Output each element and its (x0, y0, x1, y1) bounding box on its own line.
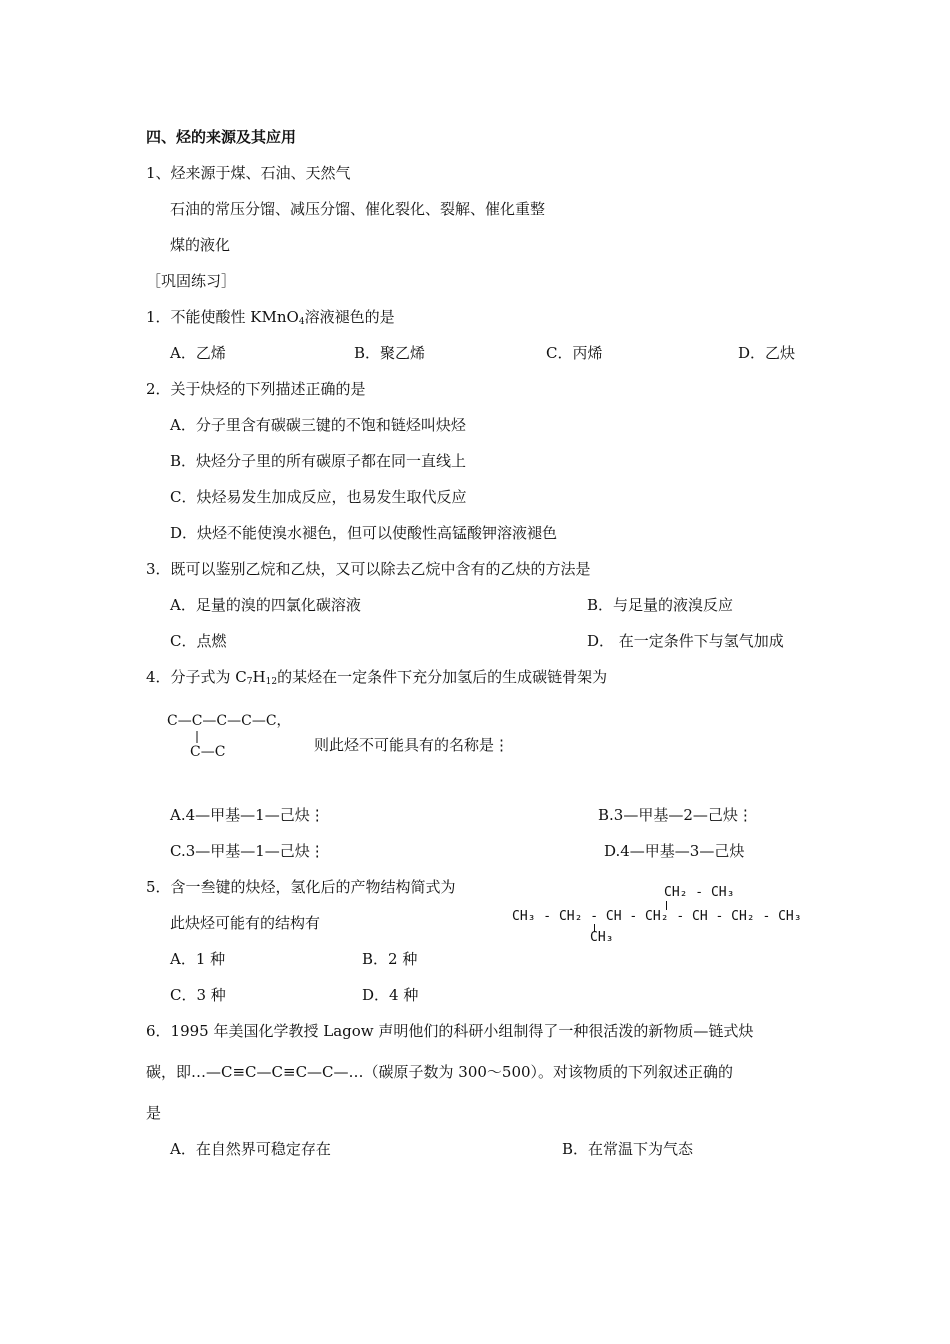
question-1-stem: 1．不能使酸性 KMnO$_4$溶液褪色的是 (146, 308, 395, 327)
q4-follow-text: 则此烃不可能具有的名称是⋮ (314, 736, 510, 754)
q2-option-a: A．分子里含有碳碳三键的不饱和链烃叫炔烃 (170, 416, 466, 434)
q1-option-a: A．乙烯 (170, 344, 226, 362)
question-2-stem: 2．关于炔烃的下列描述正确的是 (146, 380, 366, 398)
q6-option-a: A．在自然界可稳定存在 (170, 1140, 331, 1158)
q4-option-a: A.4—甲基—1—己炔⋮ (170, 806, 325, 824)
question-5-stem: 5．含一叁键的炔烃，氢化后的产物结构简式为 (146, 878, 456, 896)
skeleton-branch: C—C (190, 744, 226, 760)
section-title: 四、烃的来源及其应用 (146, 128, 297, 146)
q1-option-b: B．聚乙烯 (354, 344, 426, 362)
q1-option-c: C．丙烯 (546, 344, 603, 362)
skeleton-main-chain: C—C—C—C—C， (167, 713, 291, 729)
q5-option-d: D．4 种 (362, 986, 419, 1004)
q6-option-b: B．在常温下为气态 (562, 1140, 694, 1158)
question-6-line-2: 碳，即…—C≡C—C≡C—C—…（碳原子数为 300～500）。对该物质的下列叙述正确的 (146, 1063, 734, 1081)
q1-option-d: D．乙炔 (738, 344, 796, 362)
q3-option-d: D． 在一定条件下与氢气加成 (587, 632, 784, 650)
question-3-stem: 3．既可以鉴别乙烷和乙炔，又可以除去乙烷中含有的乙炔的方法是 (146, 560, 591, 578)
q3-option-c: C．点燃 (170, 632, 227, 650)
q4-option-b: B.3—甲基—2—己炔⋮ (598, 806, 753, 824)
question-4-stem: 4．分子式为 $C_7H_{12}$的某烃在一定条件下充分加氢后的生成碳链骨架为 (146, 668, 608, 687)
carbon-skeleton-diagram (165, 705, 315, 765)
q5-option-c: C．3 种 (170, 986, 226, 1004)
q2-option-c: C．炔烃易发生加成反应，也易发生取代反应 (170, 488, 467, 506)
formula-top-branch: CH₂ - CH₃ (664, 885, 735, 900)
q5-option-b: B．2 种 (362, 950, 418, 968)
paragraph-coal: 煤的液化 (170, 236, 231, 254)
q2-option-d: D．炔烃不能使溴水褪色，但可以使酸性高锰酸钾溶液褪色 (170, 524, 558, 542)
question-5-stem-2: 此炔烃可能有的结构有 (170, 914, 321, 932)
q4-option-d: D.4—甲基—3—己炔 (604, 842, 745, 860)
question-6-line-1: 6．1995 年美国化学教授 Lagow 声明他们的科研小组制得了一种很活泼的新物质—链式炔 (146, 1022, 754, 1040)
q3-option-a: A．足量的溴的四氯化碳溶液 (170, 596, 361, 614)
q5-option-a: A．1 种 (170, 950, 226, 968)
formula-bottom-branch: CH₃ (590, 930, 614, 945)
q4-option-c: C.3—甲基—1—己炔⋮ (170, 842, 325, 860)
paragraph-petroleum: 石油的常压分馏、减压分馏、催化裂化、裂解、催化重整 (170, 200, 546, 218)
q3-option-b: B．与足量的液溴反应 (587, 596, 734, 614)
practice-header: ［巩固练习］ (146, 272, 237, 290)
paragraph-sources: 1、烃来源于煤、石油、天然气 (146, 164, 351, 182)
q2-option-b: B．炔烃分子里的所有碳原子都在同一直线上 (170, 452, 467, 470)
question-6-line-3: 是 (146, 1104, 162, 1122)
formula-main-chain: CH₃ - CH₂ - CH - CH₂ - CH - CH₂ - CH₃ (512, 909, 802, 924)
